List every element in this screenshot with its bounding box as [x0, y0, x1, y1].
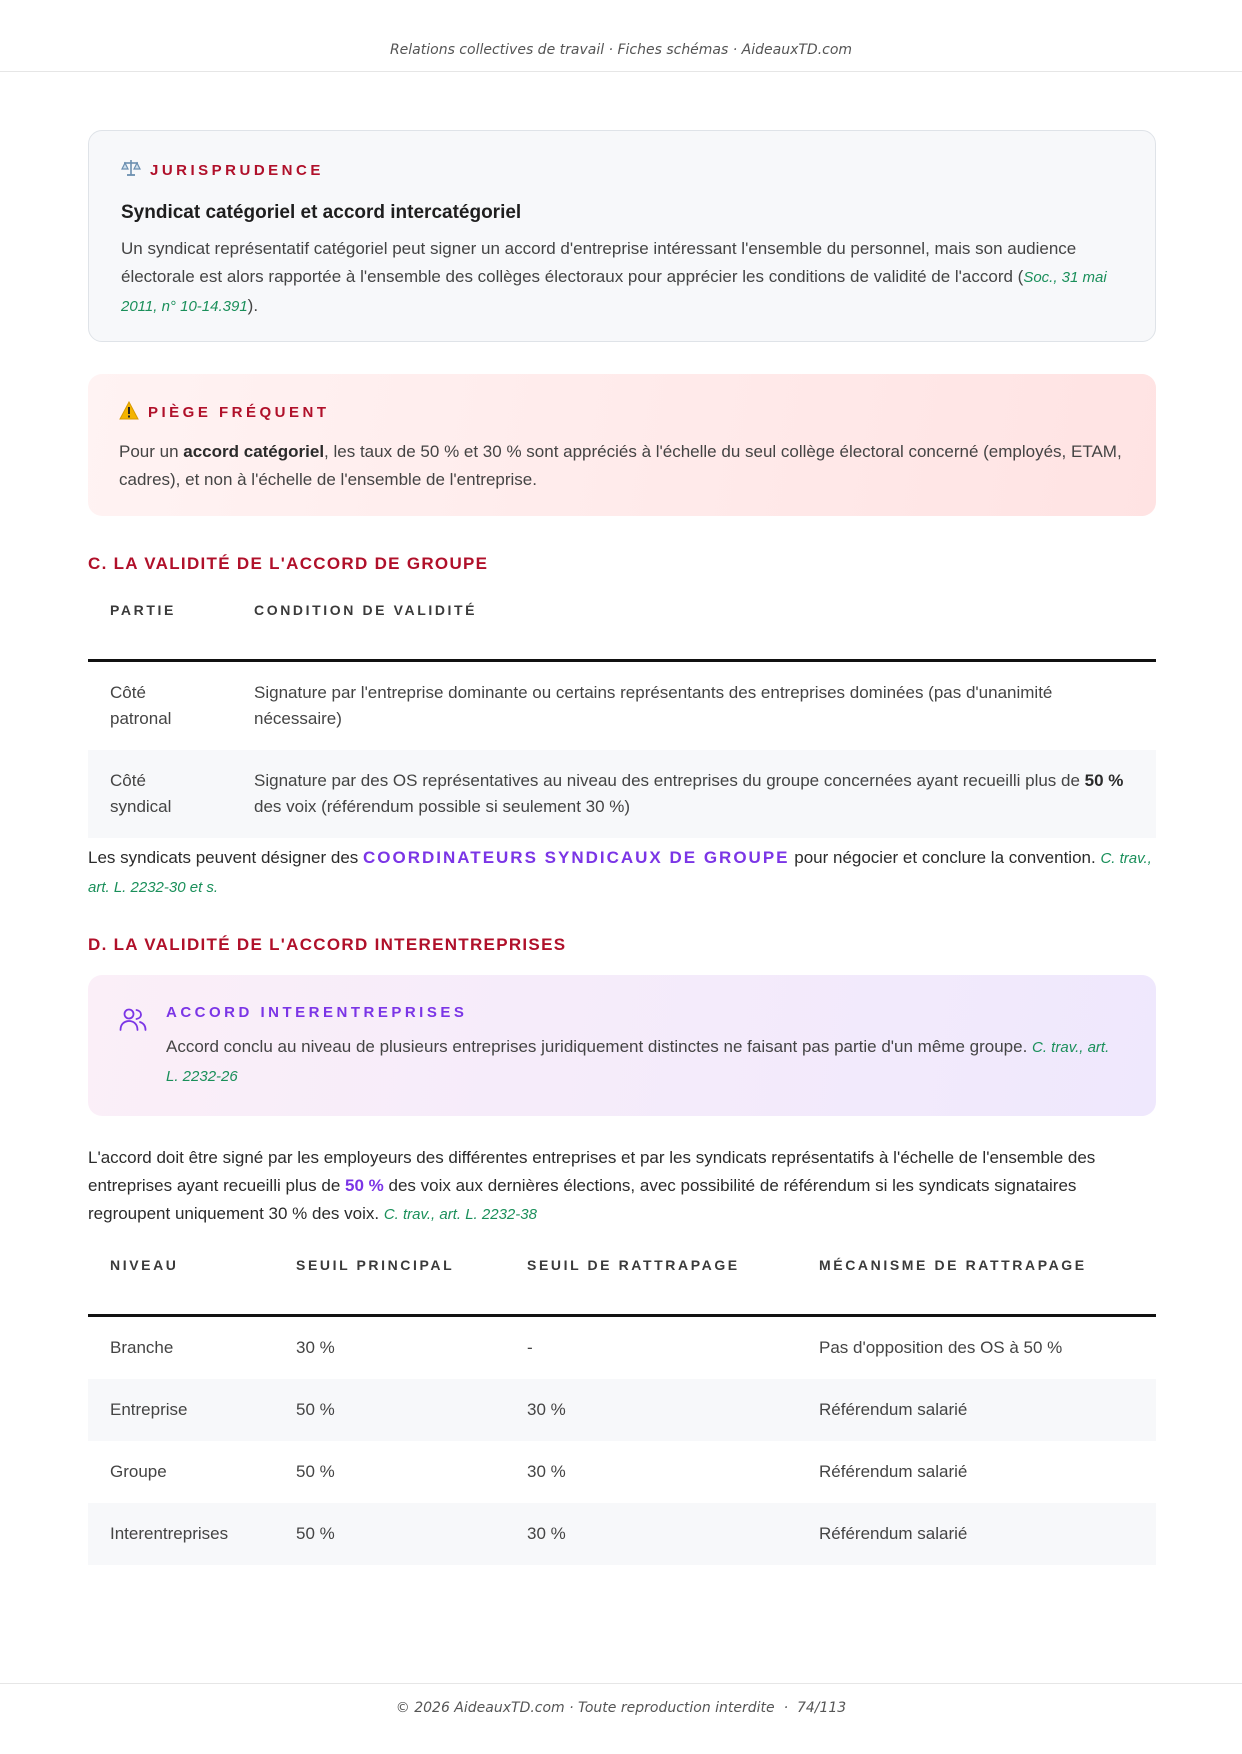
section-c-title: C. LA VALIDITÉ DE L'ACCORD DE GROUPE [88, 554, 489, 573]
jurisprudence-label: JURISPRUDENCE [150, 161, 324, 179]
cell-niveau: Interentreprises [88, 1503, 274, 1565]
cell-partie: Côté patronal [110, 683, 172, 728]
interentreprises-ref: C. trav., art. L. 2232-26 [166, 1039, 1110, 1085]
table-row [88, 1379, 1156, 1441]
table-row [88, 1503, 1156, 1565]
interentreprises-card [88, 975, 1156, 1116]
jurisprudence-label-row [121, 158, 1123, 182]
cell-seuil-principal: 50 % [274, 1379, 505, 1441]
table-header-seuil-principal: SEUIL PRINCIPAL [274, 1257, 505, 1316]
jurisprudence-ref: Soc., 31 mai 2011, n° 10-14.391 [121, 269, 1107, 315]
piege-text-before: Pour un [119, 442, 184, 461]
piege-text [119, 438, 1125, 494]
table-header-mecanisme: MÉCANISME DE RATTRAPAGE [797, 1257, 1156, 1316]
header-text: Relations collectives de travail · Fiches schémas · AideauxTD.com [389, 42, 853, 58]
page-number: 74/113 [796, 1700, 847, 1716]
coordinators-ref: C. trav., art. L. 2232-30 et s. [88, 850, 1152, 896]
interentreprises-text [166, 1033, 1124, 1091]
cell-seuil-principal: 30 % [296, 1338, 335, 1357]
jurisprudence-text-after: ). [247, 296, 259, 315]
coordinators-note [88, 844, 1156, 902]
table-row [88, 661, 1156, 751]
table-row [88, 750, 1156, 838]
warning-icon [119, 401, 139, 424]
table-header-seuil-rattrapage: SEUIL DE RATTRAPAGE [505, 1257, 797, 1316]
interentreprises-highlight: 50 % [345, 1176, 384, 1195]
cell-mecanisme: Référendum salarié [797, 1503, 1156, 1565]
cell-partie: Côté syndical [88, 750, 232, 838]
table-header-condition: CONDITION DE VALIDITÉ [232, 602, 1156, 661]
jurisprudence-text [121, 235, 1123, 321]
jurisprudence-card [88, 130, 1156, 342]
interentreprises-text-main: Accord conclu au niveau de plusieurs entreprises juridiquement distinctes ne faisant pas partie d'un même groupe. [166, 1037, 1033, 1056]
interentreprises-paragraph-ref: C. trav., art. L. 2232-38 [383, 1206, 537, 1223]
coordinators-highlight: COORDINATEURS SYNDICAUX DE GROUPE [363, 848, 790, 867]
piege-card [88, 374, 1156, 516]
page-footer [0, 1683, 1242, 1754]
interentreprises-card-body [166, 1002, 1124, 1116]
interentreprises-paragraph-after: des voix aux dernières élections, avec possibilité de référendum si les syndicats signataires regroupent uniquement 30 % des voix. [88, 1176, 1077, 1223]
piege-label-row [119, 401, 1125, 424]
cell-niveau: Entreprise [88, 1379, 274, 1441]
interentreprises-paragraph [88, 1144, 1156, 1229]
page-header [0, 0, 1242, 72]
cell-niveau: Groupe [110, 1462, 167, 1481]
cell-seuil-rattrapage: 30 % [505, 1503, 797, 1565]
group-validity-table [88, 602, 1156, 838]
scales-icon [121, 158, 141, 182]
cell-seuil-rattrapage: - [527, 1338, 533, 1357]
footer-copyright: © 2026 AideauxTD.com · Toute reproduction interdite [395, 1700, 775, 1716]
cell-seuil-principal: 50 % [296, 1462, 335, 1481]
coordinators-note-after: pour négocier et conclure la convention. [789, 848, 1101, 867]
cell-condition-after: des voix (référendum possible si seulement 30 %) [254, 797, 631, 816]
thresholds-table [88, 1257, 1156, 1565]
piege-text-after: , les taux de 50 % et 30 % sont appréciés à l'échelle du seul collège électoral concerné (employés, ETAM, cadres), et non à l'échelle de l'ensemble de l'entreprise. [119, 442, 1122, 489]
cell-mecanisme: Référendum salarié [797, 1379, 1156, 1441]
page-content [88, 130, 1156, 1565]
cell-mecanisme: Pas d'opposition des OS à 50 % [819, 1338, 1063, 1357]
cell-condition [232, 750, 1156, 838]
interentreprises-paragraph-before: L'accord doit être signé par les employeurs des différentes entreprises et par les syndicats représentatifs à l'échelle de l'ensemble des entreprises ayant recueilli plus de [88, 1148, 1096, 1195]
jurisprudence-title: Syndicat catégoriel et accord intercatégoriel [121, 202, 522, 223]
piege-text-bold: accord catégoriel [183, 442, 325, 461]
table-row [88, 1441, 1156, 1503]
cell-condition-before: Signature par des OS représentatives au niveau des entreprises du groupe concernées ayant recueilli plus de [254, 771, 1085, 790]
jurisprudence-text-before: Un syndicat représentatif catégoriel peut signer un accord d'entreprise intéressant l'ensemble du personnel, mais son audience électorale est alors rapportée à l'ensemble des collèges électoraux pour apprécier les conditions de validité de l'accord ( [121, 239, 1077, 286]
cell-mecanisme: Référendum salarié [819, 1462, 968, 1481]
piege-label: PIÈGE FRÉQUENT [148, 404, 330, 421]
cell-condition-bold: 50 % [1084, 771, 1124, 790]
table-header-niveau: NIVEAU [88, 1257, 274, 1316]
cell-seuil-rattrapage: 30 % [527, 1462, 566, 1481]
cell-condition: Signature par l'entreprise dominante ou certains représentants des entreprises dominées (pas d'unanimité nécessaire) [254, 683, 1053, 728]
interentreprises-label: ACCORD INTERENTREPRISES [166, 1004, 468, 1021]
users-icon [118, 1002, 148, 1116]
cell-niveau: Branche [110, 1338, 174, 1357]
coordinators-note-before: Les syndicats peuvent désigner des [88, 848, 364, 867]
table-row [88, 1316, 1156, 1380]
cell-seuil-principal: 50 % [274, 1503, 505, 1565]
table-header-partie: PARTIE [88, 602, 232, 661]
cell-seuil-rattrapage: 30 % [505, 1379, 797, 1441]
section-d-title: D. LA VALIDITÉ DE L'ACCORD INTERENTREPRISES [88, 935, 567, 954]
footer-separator: · [783, 1700, 789, 1716]
